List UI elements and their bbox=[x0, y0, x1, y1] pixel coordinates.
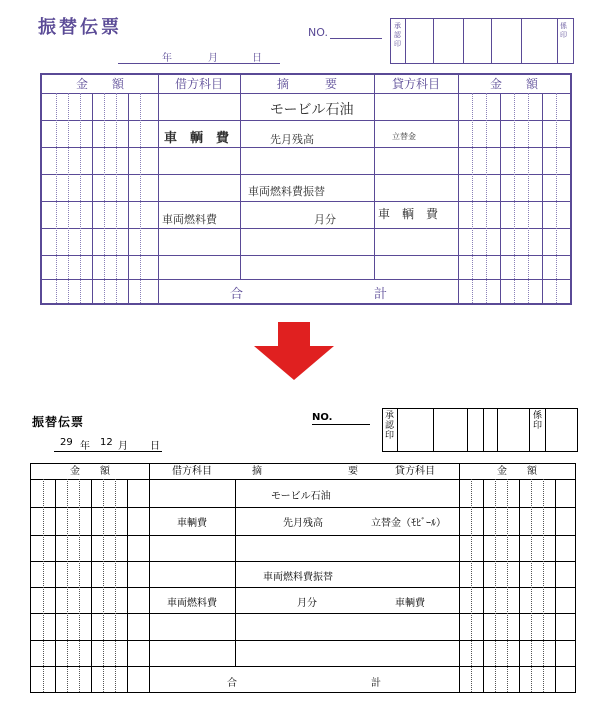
digit-separator bbox=[103, 479, 104, 692]
digit-separator bbox=[55, 479, 56, 692]
digit-separator bbox=[555, 479, 556, 692]
date-line bbox=[118, 47, 280, 64]
row-divider bbox=[31, 507, 575, 508]
row-divider bbox=[42, 174, 570, 175]
digit-separator bbox=[472, 93, 473, 303]
row-divider bbox=[31, 587, 575, 588]
stamp-cell[interactable] bbox=[521, 19, 522, 63]
digit-separator bbox=[92, 93, 93, 303]
row-divider bbox=[31, 613, 575, 614]
month-value: 12 bbox=[100, 437, 113, 448]
no-label: NO. bbox=[308, 26, 328, 39]
digit-separator bbox=[56, 93, 57, 303]
digit-separator bbox=[543, 479, 544, 692]
stamp-cell[interactable] bbox=[433, 409, 434, 451]
credit-account-1: 立替金（ﾓﾋﾞｰﾙ） bbox=[371, 518, 446, 529]
clerk-stamp-label: 係印 bbox=[560, 22, 567, 39]
column-divider bbox=[240, 75, 241, 279]
digit-separator bbox=[91, 479, 92, 692]
credit-account-2: 車 輌 費 bbox=[378, 207, 439, 221]
row-divider bbox=[42, 279, 570, 280]
slip-title: 振替伝票 bbox=[32, 415, 85, 429]
summary-1: 先月残高 bbox=[270, 133, 314, 146]
total-label-left: 合 bbox=[230, 287, 244, 302]
stamp-divider bbox=[529, 409, 530, 451]
header-amount-left: 金 額 bbox=[75, 77, 124, 91]
stamp-cell[interactable] bbox=[433, 19, 434, 63]
column-divider bbox=[459, 464, 460, 692]
header-credit: 貸方科目 bbox=[391, 77, 440, 91]
total-label-right: 計 bbox=[371, 678, 381, 689]
header-credit: 貸方科目 bbox=[395, 466, 435, 477]
row-divider bbox=[42, 120, 570, 121]
stamp-divider bbox=[397, 409, 398, 451]
digit-separator bbox=[80, 93, 81, 303]
clerk-stamp-label: 係印 bbox=[533, 411, 543, 431]
day-label: 日 bbox=[252, 53, 262, 64]
header-amount-right: 金 額 bbox=[489, 77, 538, 91]
digit-separator bbox=[514, 93, 515, 303]
row-divider bbox=[31, 640, 575, 641]
slip-title: 振替伝票 bbox=[38, 17, 122, 38]
digit-separator bbox=[483, 479, 484, 692]
stamp-cell[interactable] bbox=[467, 409, 468, 451]
column-divider bbox=[158, 75, 159, 303]
debit-account-1: 車 輌 費 bbox=[164, 131, 230, 146]
debit-account-1: 車輌費 bbox=[177, 518, 207, 529]
summary-3: 月分 bbox=[297, 598, 317, 609]
row-divider bbox=[31, 666, 575, 667]
digit-separator bbox=[500, 93, 501, 303]
summary-3: 月分 bbox=[314, 213, 336, 226]
digit-separator bbox=[495, 479, 496, 692]
header-amount-right: 金 額 bbox=[497, 466, 537, 477]
summary-2: 車両燃料費振替 bbox=[263, 572, 333, 583]
month-label: 月 bbox=[118, 441, 128, 452]
column-divider bbox=[374, 75, 375, 279]
column-divider bbox=[235, 479, 236, 666]
original-slip bbox=[0, 0, 592, 310]
no-field[interactable] bbox=[330, 38, 382, 39]
credit-account-1: 立替金 bbox=[392, 132, 416, 141]
day-label: 日 bbox=[150, 441, 160, 452]
approval-stamp-label: 承認印 bbox=[394, 22, 401, 48]
stamp-box bbox=[382, 408, 578, 452]
debit-account-2: 車両燃料費 bbox=[167, 598, 217, 609]
header-debit: 借方科目 bbox=[174, 77, 223, 91]
header-amount-left: 金 額 bbox=[70, 466, 110, 477]
stamp-cell[interactable] bbox=[497, 409, 498, 451]
digit-separator bbox=[140, 93, 141, 303]
digit-separator bbox=[128, 93, 129, 303]
digit-separator bbox=[507, 479, 508, 692]
stamp-cell[interactable] bbox=[491, 19, 492, 63]
stamp-cell[interactable] bbox=[483, 409, 484, 451]
header-summary-left: 摘 bbox=[252, 466, 262, 477]
date-line bbox=[54, 437, 162, 452]
recreated-slip bbox=[0, 400, 592, 724]
column-divider bbox=[149, 464, 150, 692]
digit-separator bbox=[471, 479, 472, 692]
digit-separator bbox=[127, 479, 128, 692]
header-summary-right: 要 bbox=[348, 466, 358, 477]
journal-table bbox=[30, 463, 576, 693]
year-label: 年 bbox=[80, 441, 90, 452]
column-divider bbox=[458, 75, 459, 303]
row-divider bbox=[42, 255, 570, 256]
row-divider bbox=[42, 93, 570, 94]
no-field[interactable] bbox=[312, 424, 370, 425]
summary-1: 先月残高 bbox=[283, 518, 323, 529]
row-divider bbox=[31, 535, 575, 536]
no-label: NO. bbox=[312, 412, 333, 423]
stamp-divider bbox=[557, 19, 558, 63]
journal-table bbox=[40, 73, 572, 305]
debit-account-2: 車両燃料費 bbox=[162, 213, 217, 226]
digit-separator bbox=[486, 93, 487, 303]
digit-separator bbox=[528, 93, 529, 303]
year-value: 29 bbox=[60, 437, 73, 448]
header-summary: 摘 要 bbox=[276, 77, 337, 91]
stamp-box bbox=[390, 18, 574, 64]
month-label: 月 bbox=[208, 53, 218, 64]
digit-separator bbox=[79, 479, 80, 692]
digit-separator bbox=[104, 93, 105, 303]
digit-separator bbox=[542, 93, 543, 303]
summary-2: 車両燃料費振替 bbox=[248, 185, 325, 198]
row-divider bbox=[42, 201, 570, 202]
credit-account-2: 車輌費 bbox=[395, 598, 425, 609]
supplier-name: モービル石油 bbox=[271, 491, 331, 502]
row-divider bbox=[42, 147, 570, 148]
digit-separator bbox=[556, 93, 557, 303]
stamp-divider bbox=[405, 19, 406, 63]
year-label: 年 bbox=[162, 53, 172, 64]
digit-separator bbox=[67, 479, 68, 692]
supplier-name: モービル石油 bbox=[270, 102, 354, 118]
stamp-cell[interactable] bbox=[545, 409, 546, 451]
digit-separator bbox=[43, 479, 44, 692]
digit-separator bbox=[68, 93, 69, 303]
approval-stamp-label: 承認印 bbox=[385, 411, 395, 441]
digit-separator bbox=[116, 93, 117, 303]
digit-separator bbox=[115, 479, 116, 692]
stamp-cell[interactable] bbox=[463, 19, 464, 63]
down-arrow-icon bbox=[254, 322, 334, 380]
digit-separator bbox=[531, 479, 532, 692]
row-divider bbox=[31, 479, 575, 480]
header-debit: 借方科目 bbox=[172, 466, 212, 477]
total-label-left: 合 bbox=[227, 678, 237, 689]
row-divider bbox=[42, 228, 570, 229]
row-divider bbox=[31, 561, 575, 562]
digit-separator bbox=[519, 479, 520, 692]
total-label-right: 計 bbox=[374, 287, 388, 302]
